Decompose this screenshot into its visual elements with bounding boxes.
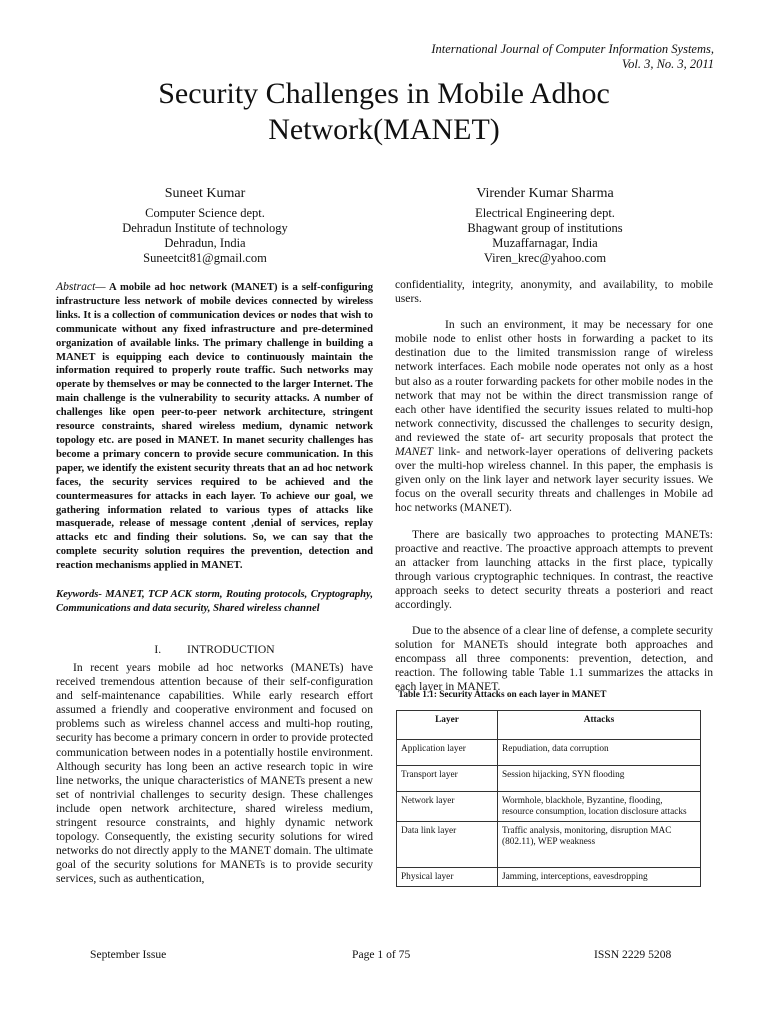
emphasis-manet: MANET bbox=[395, 445, 434, 459]
journal-header bbox=[431, 42, 714, 72]
table-row bbox=[397, 868, 701, 887]
footer-issn: ISSN 2229 5208 bbox=[594, 948, 672, 961]
author-email[interactable]: Viren_krec@yahoo.com bbox=[483, 251, 607, 265]
table-cell-layer: Physical layer bbox=[397, 868, 498, 887]
table-cell-attacks: Traffic analysis, monitoring, disruption MAC (802.11), WEP weakness bbox=[498, 822, 701, 868]
journal-name: International Journal of Computer Information Systems, bbox=[431, 42, 714, 56]
table-cell-attacks: Repudiation, data corruption bbox=[498, 740, 701, 766]
table-cell-layer: Network layer bbox=[397, 792, 498, 822]
author-name: Virender Kumar Sharma bbox=[476, 186, 614, 201]
section-heading-introduction bbox=[56, 643, 373, 656]
paragraph-text: link- and network-layer operations of delivering packets over the multi-hop wireless channel. In this paper, the emphasis is given only on the link layer and network layer security issues. We focus on the overall security threats and challenges in Mobile ad hoc networks (MANET). bbox=[395, 445, 713, 515]
paragraph-text: In such an environment, it may be necessary for one mobile node to enlist other hosts in forwarding a packet to its destination due to the limited transmission range of wireless network interfaces. Each mobile node operates not only as a host but also as a router forwarding packets for other mobile nodes in the network that may not be within the direct transmission range of each other have identified the security issues related to multi-hop network connectivity, discussed the challenges to security design, and reviewed the state of- art security proposals that protect the bbox=[395, 318, 713, 444]
footer-page-number: Page 1 of 75 bbox=[352, 948, 411, 961]
table-header-attacks: Attacks bbox=[498, 711, 701, 740]
author-location: Muzaffarnagar, India bbox=[492, 236, 598, 250]
table-row bbox=[397, 822, 701, 868]
author-name: Suneet Kumar bbox=[164, 186, 246, 201]
right-column bbox=[395, 278, 713, 695]
table-row bbox=[397, 740, 701, 766]
author-location: Dehradun, India bbox=[164, 236, 246, 250]
introduction-paragraph: In recent years mobile ad hoc networks (MANETs) have received tremendous attention because of their self-configuration and self-maintenance capabilities. While early research effort assumed a friendly and cooperative environment and focused on problems such as wireless channel access and multi-hop routing, security has become a primary concern in order to provide protected communication between nodes in a potentially hostile environment. Although security has long been an active research topic in wire line networks, the unique characteristics of MANETs present a new set of nontrivial challenges to security design. These challenges include open network architecture, shared wireless medium, stringent resource constraints, and highly dynamic network topology. Consequently, the existing security solutions for wired networks do not directly apply to the MANET domain. The ultimate goal of the security solutions for MANETs is to provide security services, such as authentication, bbox=[56, 661, 373, 886]
abstract-lead: Abstract— bbox=[56, 280, 106, 293]
paper-title-line2: Network(MANET) bbox=[268, 113, 500, 146]
author-dept: Electrical Engineering dept. bbox=[475, 206, 615, 220]
table-cell-layer: Data link layer bbox=[397, 822, 498, 868]
abstract-text: A mobile ad hoc network (MANET) is a self-configuring infrastructure less network of mobile devices connected by wireless links. It is a collection of communication devices or nodes that wish to communicate without any fixed infrastructure and pre-determined organization of available links. The primary challenge in building a MANET is equipping each device to continuously maintain the information required to properly route traffic. Such networks may operate by themselves or may be connected to the larger Internet. The main challenge is the vulnerability to security attacks. A number of challenges like open peer-to-peer network architecture, stringent resource constraints, shared wireless medium, dynamic network topology etc. are posed in MANET. In manet security challenges has become a primary concern to provide secure communication. In this paper, we identify the existent security threats that an ad hoc network faces, the security services required to be achieved and the countermeasures for attacks in each layer. To achieve our goal, we gathering information related to various types of attacks like masquerade, release of message content ,denial of services, replay attacks etc and finding their solutions. So, we can say that the complete security solution requires the prevention, detection and reaction mechanisms applied in MANET. bbox=[56, 282, 373, 572]
journal-volume: Vol. 3, No. 3, 2011 bbox=[621, 57, 714, 71]
section-number: I. bbox=[154, 643, 162, 656]
footer-issue: September Issue bbox=[90, 948, 167, 961]
paper-title bbox=[0, 76, 768, 148]
table-cell-attacks: Wormhole, blackhole, Byzantine, flooding, resource consumption, location disclosure attacks bbox=[498, 792, 701, 822]
paragraph-defense: Due to the absence of a clear line of defense, a complete security solution for MANETs should integrate both approaches and encompass all three components: prevention, detection, and reaction. The following table Table 1.1 summarizes the attacks in each layer in MANET. bbox=[395, 624, 713, 694]
paragraph-continued: confidentiality, integrity, anonymity, and availability, to mobile users. bbox=[395, 278, 713, 306]
table-row bbox=[397, 792, 701, 822]
table-cell-layer: Transport layer bbox=[397, 766, 498, 792]
attacks-table bbox=[396, 710, 701, 887]
table-header-layer: Layer bbox=[397, 711, 498, 740]
author-block-2 bbox=[420, 186, 670, 266]
table-header-row bbox=[397, 711, 701, 740]
table-cell-attacks: Session hijacking, SYN flooding bbox=[498, 766, 701, 792]
abstract bbox=[56, 280, 373, 573]
introduction-body bbox=[56, 661, 373, 887]
author-email[interactable]: Suneetcit81@gmail.com bbox=[143, 251, 267, 265]
keywords: Keywords- MANET, TCP ACK storm, Routing protocols, Cryptography, Communications and data security, Shared wireless channel bbox=[56, 589, 373, 614]
author-block-1 bbox=[80, 186, 330, 266]
paper-title-line1: Security Challenges in Mobile Adhoc bbox=[158, 77, 610, 110]
section-title: INTRODUCTION bbox=[186, 643, 275, 656]
table-cell-layer: Application layer bbox=[397, 740, 498, 766]
author-institute: Dehradun Institute of technology bbox=[122, 221, 288, 235]
author-institute: Bhagwant group of institutions bbox=[467, 221, 623, 235]
table-row bbox=[397, 766, 701, 792]
table-cell-attacks: Jamming, interceptions, eavesdropping bbox=[498, 868, 701, 887]
author-dept: Computer Science dept. bbox=[145, 206, 265, 220]
paragraph-environment bbox=[395, 318, 713, 515]
table-caption: Table 1.1: Security Attacks on each layer in MANET bbox=[398, 690, 607, 700]
paragraph-approaches: There are basically two approaches to protecting MANETs: proactive and reactive. The proactive approach attempts to prevent an attacker from launching attacks in the first place, typically through various cryptographic techniques. In contrast, the reactive approach seeks to detect security threats a posteriori and react accordingly. bbox=[395, 527, 713, 611]
